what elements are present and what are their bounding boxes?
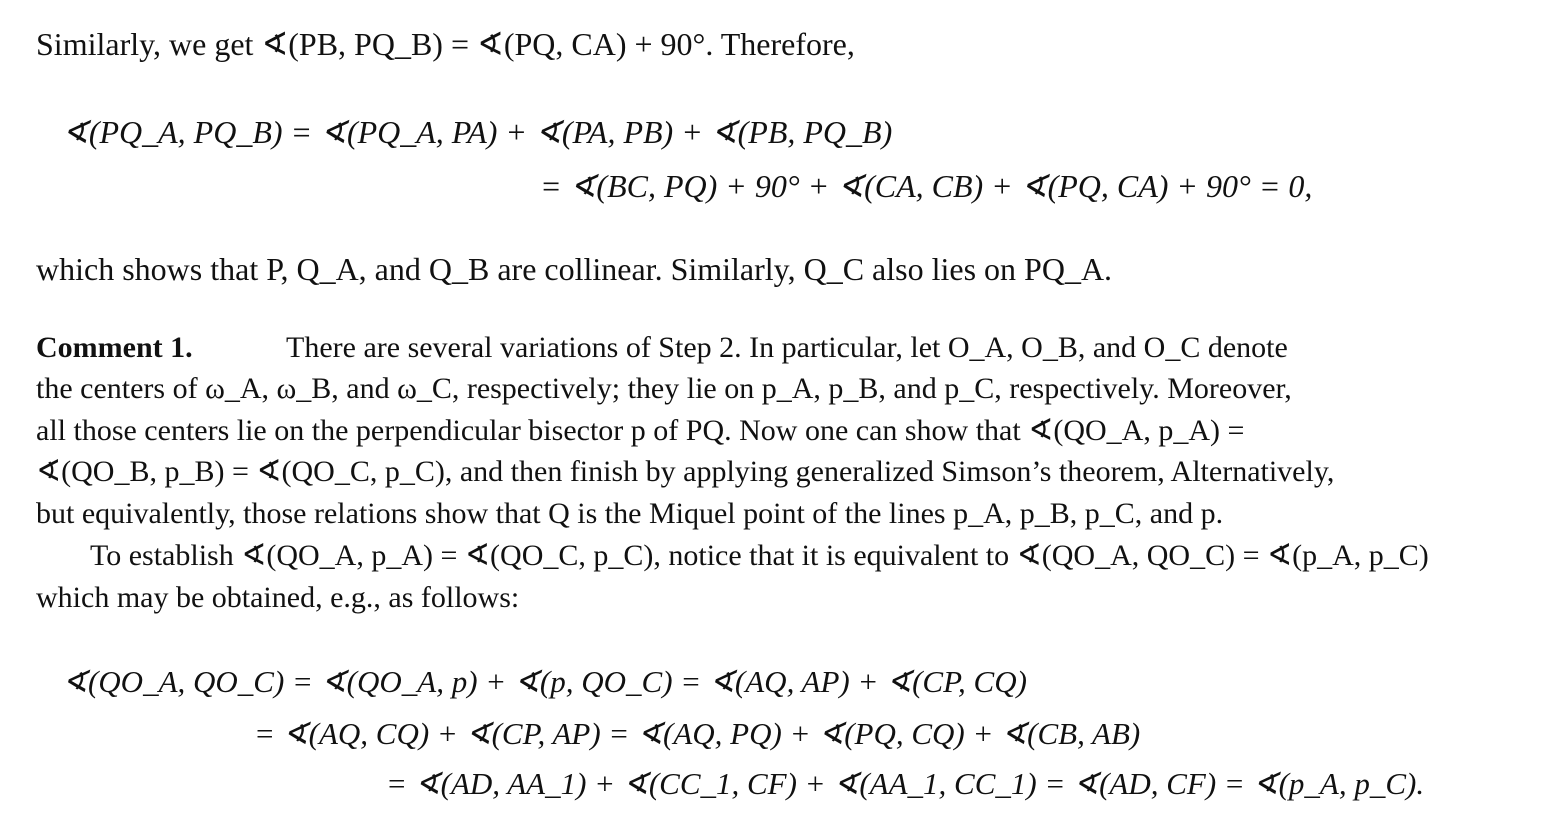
comment-label: Comment 1. <box>36 331 193 364</box>
equation-row: ∢(QO_A, QO_C) = ∢(QO_A, p) + ∢(p, QO_C) = ∢(AQ, AP) + ∢(CP, CQ) <box>62 664 1027 699</box>
equation-row: ∢(PQ_A, PQ_B) = ∢(PQ_A, PA) + ∢(PA, PB) + ∢(PB, PQ_B) <box>62 114 893 150</box>
paragraph-collinear: which shows that P, Q_A, and Q_B are collinear. Similarly, Q_C also lies on PQ_A. <box>36 251 1113 287</box>
comment-line: ∢(QO_B, p_B) = ∢(QO_C, p_C), and then finish by applying generalized Simson’s theorem, Alternatively, <box>36 455 1335 488</box>
equation-row: = ∢(BC, PQ) + 90° + ∢(CA, CB) + ∢(PQ, CA) + 90° = 0, <box>540 168 1313 204</box>
paragraph-similarly: Similarly, we get ∢(PB, PQ_B) = ∢(PQ, CA) + 90°. Therefore, <box>36 26 855 62</box>
comment-line: the centers of ω_A, ω_B, and ω_C, respectively; they lie on p_A, p_B, and p_C, respectively. Moreover, <box>36 372 1292 405</box>
equation-row: = ∢(AQ, CQ) + ∢(CP, AP) = ∢(AQ, PQ) + ∢(PQ, CQ) + ∢(CB, AB) <box>254 716 1141 751</box>
comment-line: There are several variations of Step 2. In particular, let O_A, O_B, and O_C denote <box>286 331 1288 364</box>
equation-row: = ∢(AD, AA_1) + ∢(CC_1, CF) + ∢(AA_1, CC_1) = ∢(AD, CF) = ∢(p_A, p_C). <box>386 766 1425 801</box>
comment-line: all those centers lie on the perpendicular bisector p of PQ. Now one can show that ∢(QO_A, p_A) = <box>36 414 1245 447</box>
comment-line: which may be obtained, e.g., as follows: <box>36 581 520 614</box>
comment-line: but equivalently, those relations show that Q is the Miquel point of the lines p_A, p_B, p_C, and p. <box>36 497 1224 530</box>
comment-line: To establish ∢(QO_A, p_A) = ∢(QO_C, p_C), notice that it is equivalent to ∢(QO_A, QO_C) = ∢(p_A, p_C) <box>90 539 1429 572</box>
